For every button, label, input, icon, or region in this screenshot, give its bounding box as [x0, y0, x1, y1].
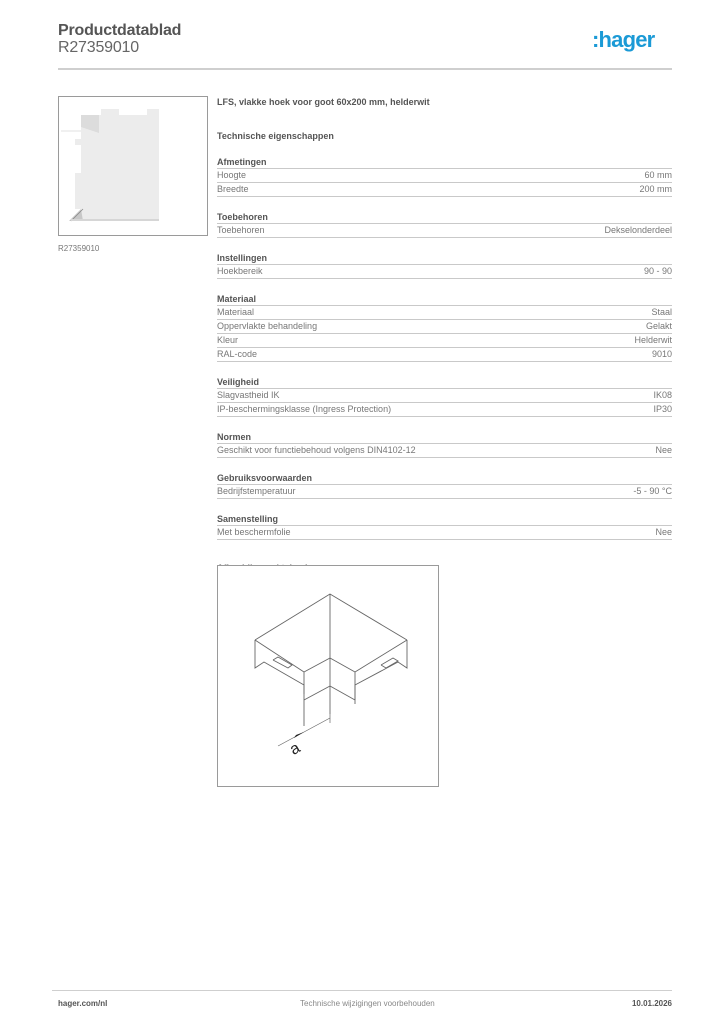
spec-value: -5 - 90 °C: [633, 486, 672, 496]
spec-label: Breedte: [217, 184, 249, 194]
section-toebehoren: [217, 211, 672, 238]
section-title: Normen: [217, 431, 672, 444]
section-title: Samenstelling: [217, 513, 672, 526]
section-samenstelling: [217, 513, 672, 540]
spec-label: Hoogte: [217, 170, 247, 180]
spec-value: 90 - 90: [643, 266, 672, 276]
product-image-icon: [59, 97, 208, 236]
spec-label: Bedrijfstemperatuur: [217, 486, 296, 496]
product-code: R27359010: [58, 39, 139, 56]
spec-value: Nee: [655, 445, 672, 455]
spec-value: IP30: [653, 404, 672, 414]
section-instellingen: [217, 252, 672, 279]
spec-value: IK08: [653, 390, 672, 400]
spec-row: [217, 389, 672, 403]
specifications: [217, 96, 672, 574]
spec-label: Hoekbereik: [217, 266, 263, 276]
product-thumbnail: [58, 96, 208, 236]
spec-row: [217, 348, 672, 362]
spec-row: [217, 403, 672, 417]
spec-label: IP-beschermingsklasse (Ingress Protection): [217, 404, 392, 414]
footer-date: 10.01.2026: [631, 999, 672, 1008]
product-description: LFS, vlakke hoek voor goot 60x200 mm, helderwit: [217, 97, 430, 107]
section-title: Toebehoren: [217, 211, 672, 224]
dimension-label: a: [287, 739, 304, 759]
header-divider: [58, 68, 672, 70]
spec-row: [217, 320, 672, 334]
spec-row: [217, 485, 672, 499]
technical-drawing: [217, 565, 439, 787]
footer-divider: [52, 990, 672, 991]
spec-row: [217, 265, 672, 279]
technical-properties-heading: Technische eigenschappen: [217, 131, 334, 141]
spec-row: [217, 169, 672, 183]
spec-row: [217, 526, 672, 540]
spec-value: Staal: [651, 307, 672, 317]
thumbnail-caption: R27359010: [58, 244, 100, 253]
page-title: Productdatablad: [58, 22, 182, 39]
spec-value: Dekselonderdeel: [604, 225, 672, 235]
spec-label: Kleur: [217, 335, 239, 345]
hager-logo: :hager: [592, 27, 655, 52]
section-afmetingen: [217, 156, 672, 197]
section-title: Gebruiksvoorwaarden: [217, 472, 672, 485]
section-normen: [217, 431, 672, 458]
spec-label: Geschikt voor functiebehoud volgens DIN4102-12: [217, 445, 416, 455]
spec-label: RAL-code: [217, 349, 258, 359]
spec-label: Oppervlakte behandeling: [217, 321, 318, 331]
spec-label: Met beschermfolie: [217, 527, 291, 537]
section-title: Afmetingen: [217, 156, 672, 169]
footer-website-link[interactable]: hager.com/nl: [58, 999, 108, 1008]
spec-value: Helderwit: [634, 335, 672, 345]
spec-row: [217, 224, 672, 238]
spec-label: Materiaal: [217, 307, 255, 317]
section-title: Instellingen: [217, 252, 672, 265]
spec-value: 9010: [651, 349, 672, 359]
spec-label: Toebehoren: [217, 225, 265, 235]
section-title: Materiaal: [217, 293, 672, 306]
section-materiaal: [217, 293, 672, 362]
spec-row: [217, 183, 672, 197]
spec-row: [217, 334, 672, 348]
section-veiligheid: [217, 376, 672, 417]
corner-drawing-icon: [218, 566, 438, 786]
spec-label: Slagvastheid IK: [217, 390, 280, 400]
spec-row: [217, 444, 672, 458]
spec-value: 60 mm: [644, 170, 672, 180]
footer-disclaimer: Technische wijzigingen voorbehouden: [300, 999, 435, 1008]
spec-value: Gelakt: [645, 321, 672, 331]
section-gebruiksvoorwaarden: [217, 472, 672, 499]
section-title: Veiligheid: [217, 376, 672, 389]
spec-value: 200 mm: [639, 184, 672, 194]
spec-value: Nee: [655, 527, 672, 537]
spec-row: [217, 306, 672, 320]
